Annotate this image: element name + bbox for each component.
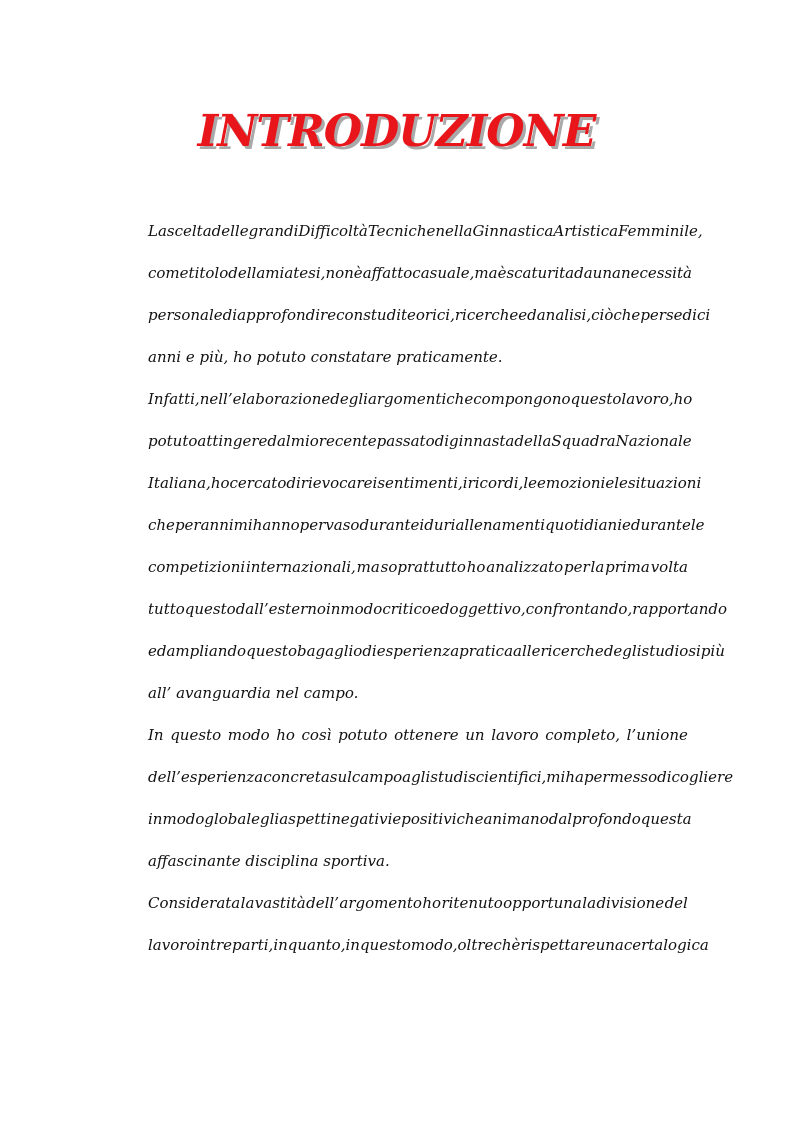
word: prima bbox=[605, 558, 650, 576]
word: della bbox=[228, 264, 266, 282]
word: questo bbox=[246, 642, 297, 660]
word: di bbox=[434, 432, 450, 450]
word: di bbox=[286, 474, 301, 492]
word: argomenti bbox=[367, 390, 447, 408]
word: mio bbox=[290, 432, 319, 450]
word: questo bbox=[184, 600, 236, 618]
word: tesi, bbox=[293, 264, 326, 282]
word: potuto bbox=[338, 726, 388, 744]
word: mi bbox=[546, 768, 566, 786]
word: titolo bbox=[188, 264, 229, 282]
word: sentimenti, bbox=[377, 474, 463, 492]
word: rapportando bbox=[632, 600, 728, 618]
page-title: INTRODUZIONE bbox=[197, 106, 596, 157]
word: ho bbox=[422, 894, 442, 912]
word: ha bbox=[565, 768, 584, 786]
word: globale bbox=[204, 810, 261, 828]
word: durante bbox=[630, 516, 691, 534]
word: esterno bbox=[268, 600, 326, 618]
word: questo bbox=[359, 936, 411, 954]
word: campo bbox=[351, 768, 403, 786]
text-line bbox=[148, 882, 688, 924]
word: ricordi, bbox=[467, 474, 524, 492]
word: Femminile, bbox=[618, 222, 703, 240]
text-line bbox=[148, 714, 688, 756]
word: durante bbox=[359, 516, 420, 534]
word: esperienza bbox=[376, 642, 460, 660]
word: per bbox=[174, 516, 201, 534]
word: ottenere bbox=[394, 726, 459, 744]
word: di bbox=[362, 642, 377, 660]
text-line bbox=[148, 462, 702, 504]
text-line bbox=[148, 504, 705, 546]
word: e bbox=[605, 474, 615, 492]
word: gli bbox=[260, 810, 280, 828]
text-line bbox=[148, 210, 703, 252]
word: una bbox=[592, 264, 621, 282]
word: concreta bbox=[263, 768, 330, 786]
word: Considerata bbox=[148, 894, 241, 912]
word: ed bbox=[148, 642, 167, 660]
word: dal bbox=[548, 810, 573, 828]
word: un bbox=[465, 726, 485, 744]
word: così bbox=[301, 726, 332, 744]
word: ma bbox=[474, 264, 498, 282]
word: quotidiani bbox=[545, 516, 622, 534]
word: rispettare bbox=[520, 936, 596, 954]
word: scaturita bbox=[506, 264, 575, 282]
word: internazionali, bbox=[245, 558, 356, 576]
word: le bbox=[614, 474, 628, 492]
word: è bbox=[497, 264, 507, 282]
text-line: affascinante disciplina sportiva. bbox=[148, 852, 390, 870]
word: attingere bbox=[197, 432, 268, 450]
word: vastità bbox=[254, 894, 306, 912]
word: e bbox=[622, 516, 631, 534]
word: parti, bbox=[232, 936, 274, 954]
word: che bbox=[613, 306, 641, 324]
word: dall’ bbox=[235, 600, 269, 618]
word: dal bbox=[267, 432, 291, 450]
word: aspetti bbox=[279, 810, 332, 828]
word: in bbox=[273, 936, 288, 954]
word: modo bbox=[227, 726, 270, 744]
word: i bbox=[462, 474, 468, 492]
word: bagaglio bbox=[297, 642, 363, 660]
word: cercato bbox=[229, 474, 287, 492]
word: per bbox=[564, 558, 590, 576]
word: ginnasta bbox=[449, 432, 515, 450]
word: è bbox=[353, 264, 363, 282]
word: passato bbox=[376, 432, 435, 450]
word: in bbox=[148, 810, 163, 828]
word: questo bbox=[570, 390, 622, 408]
word: i bbox=[419, 516, 425, 534]
word: mia bbox=[265, 264, 294, 282]
word: lavoro bbox=[491, 726, 539, 744]
word: Tecniche bbox=[367, 222, 436, 240]
word: tre bbox=[209, 936, 232, 954]
text-line bbox=[148, 798, 692, 840]
word: nell’ bbox=[199, 390, 233, 408]
word: questo bbox=[170, 726, 222, 744]
word: pervaso bbox=[299, 516, 360, 534]
word: duri bbox=[424, 516, 456, 534]
word: le bbox=[690, 516, 705, 534]
word: di bbox=[222, 306, 238, 324]
word: compongono bbox=[473, 390, 571, 408]
word: ricerche bbox=[454, 306, 519, 324]
word: in bbox=[195, 936, 210, 954]
word: scientifici, bbox=[468, 768, 547, 786]
word: Ginnastica bbox=[472, 222, 554, 240]
word: modo bbox=[340, 600, 383, 618]
word: hanno bbox=[252, 516, 300, 534]
word: scelta bbox=[166, 222, 212, 240]
word: da bbox=[574, 264, 593, 282]
word: non bbox=[325, 264, 354, 282]
word: analizzato bbox=[486, 558, 564, 576]
text-line bbox=[148, 546, 688, 588]
word: , bbox=[627, 600, 633, 618]
text-line bbox=[148, 378, 693, 420]
word: come bbox=[148, 264, 189, 282]
word: la bbox=[582, 894, 597, 912]
word: recente bbox=[318, 432, 377, 450]
word: oltrechè bbox=[457, 936, 521, 954]
word: le bbox=[523, 474, 538, 492]
word: certa bbox=[623, 936, 664, 954]
word: ho bbox=[466, 558, 486, 576]
word: ho bbox=[673, 390, 693, 408]
word: La bbox=[148, 222, 167, 240]
word: positivi bbox=[401, 810, 457, 828]
word: ma bbox=[356, 558, 380, 576]
word: studi bbox=[430, 768, 469, 786]
word: Nazionale bbox=[615, 432, 692, 450]
word: lavoro bbox=[148, 936, 196, 954]
word: nella bbox=[435, 222, 473, 240]
word: profondo bbox=[572, 810, 641, 828]
text-line: anni e più, ho potuto constatare praticamente. bbox=[148, 348, 503, 366]
word: Artistica bbox=[553, 222, 619, 240]
word: studi bbox=[363, 306, 401, 324]
word: ricerche bbox=[540, 642, 604, 660]
word: agli bbox=[402, 768, 431, 786]
word: l’unione bbox=[626, 726, 688, 744]
word: Infatti, bbox=[148, 390, 200, 408]
word: per bbox=[640, 306, 666, 324]
word: studiosi bbox=[641, 642, 701, 660]
word: opportuna bbox=[503, 894, 582, 912]
word: soprattutto bbox=[380, 558, 466, 576]
word: mi bbox=[233, 516, 253, 534]
word: che bbox=[446, 390, 474, 408]
word: la bbox=[590, 558, 605, 576]
word: confrontando bbox=[525, 600, 628, 618]
text-line bbox=[148, 588, 728, 630]
word: ritenuto bbox=[441, 894, 503, 912]
word: in bbox=[325, 600, 341, 618]
text-line bbox=[148, 252, 692, 294]
word: del bbox=[664, 894, 688, 912]
word: Italiana, bbox=[148, 474, 211, 492]
word: la bbox=[240, 894, 255, 912]
word: modo bbox=[162, 810, 205, 828]
word: potuto bbox=[148, 432, 198, 450]
word: con bbox=[336, 306, 364, 324]
word: in bbox=[345, 936, 360, 954]
word: affatto bbox=[362, 264, 413, 282]
word: ciò bbox=[591, 306, 614, 324]
word: pratica bbox=[459, 642, 514, 660]
text-line: all’ avanguardia nel campo. bbox=[148, 684, 359, 702]
word: sedici bbox=[665, 306, 711, 324]
word: Difficoltà bbox=[298, 222, 368, 240]
word: oggettivo, bbox=[449, 600, 526, 618]
word: ed bbox=[518, 306, 537, 324]
word: una bbox=[595, 936, 624, 954]
word: che bbox=[456, 810, 484, 828]
word: situazioni bbox=[627, 474, 702, 492]
word: allenamenti bbox=[455, 516, 546, 534]
word: della bbox=[514, 432, 552, 450]
word: questa bbox=[640, 810, 692, 828]
word: argomento bbox=[339, 894, 422, 912]
body-text bbox=[148, 210, 734, 966]
word: cogliere bbox=[671, 768, 734, 786]
word: ed bbox=[430, 600, 450, 618]
word: Squadra bbox=[551, 432, 616, 450]
word: degli bbox=[330, 390, 368, 408]
word: ho bbox=[210, 474, 230, 492]
text-line bbox=[148, 756, 734, 798]
word: personale bbox=[148, 306, 223, 324]
word: quanto, bbox=[287, 936, 346, 954]
word: analisi, bbox=[536, 306, 592, 324]
word: più bbox=[700, 642, 725, 660]
text-line bbox=[148, 630, 725, 672]
word: degli bbox=[603, 642, 642, 660]
word: permesso bbox=[583, 768, 658, 786]
word: dell’ bbox=[306, 894, 339, 912]
word: completo, bbox=[545, 726, 621, 744]
word: e bbox=[392, 810, 402, 828]
word: necessità bbox=[620, 264, 692, 282]
word: dell’esperienza bbox=[148, 768, 264, 786]
word: logica bbox=[663, 936, 709, 954]
word: In bbox=[148, 726, 164, 744]
word: volta bbox=[650, 558, 688, 576]
word: modo, bbox=[410, 936, 458, 954]
word: emozioni bbox=[537, 474, 606, 492]
word: ampliando bbox=[166, 642, 247, 660]
word: alle bbox=[513, 642, 541, 660]
word: grandi bbox=[248, 222, 299, 240]
word: lavoro, bbox=[621, 390, 674, 408]
word: i bbox=[372, 474, 378, 492]
word: animano bbox=[483, 810, 549, 828]
word: rievocare bbox=[300, 474, 373, 492]
word: casuale, bbox=[412, 264, 475, 282]
word: di bbox=[657, 768, 672, 786]
word: teorici, bbox=[401, 306, 455, 324]
word: ho bbox=[276, 726, 295, 744]
word: sul bbox=[329, 768, 352, 786]
word: che bbox=[148, 516, 175, 534]
text-line bbox=[148, 420, 692, 462]
word: delle bbox=[211, 222, 249, 240]
word: anni bbox=[200, 516, 234, 534]
word: critico bbox=[382, 600, 431, 618]
word: negativi bbox=[331, 810, 393, 828]
text-line bbox=[148, 294, 711, 336]
word: competizioni bbox=[148, 558, 246, 576]
word: approfondire bbox=[237, 306, 337, 324]
word: divisione bbox=[596, 894, 665, 912]
word: elaborazione bbox=[232, 390, 331, 408]
text-line bbox=[148, 924, 709, 966]
word: tutto bbox=[148, 600, 185, 618]
